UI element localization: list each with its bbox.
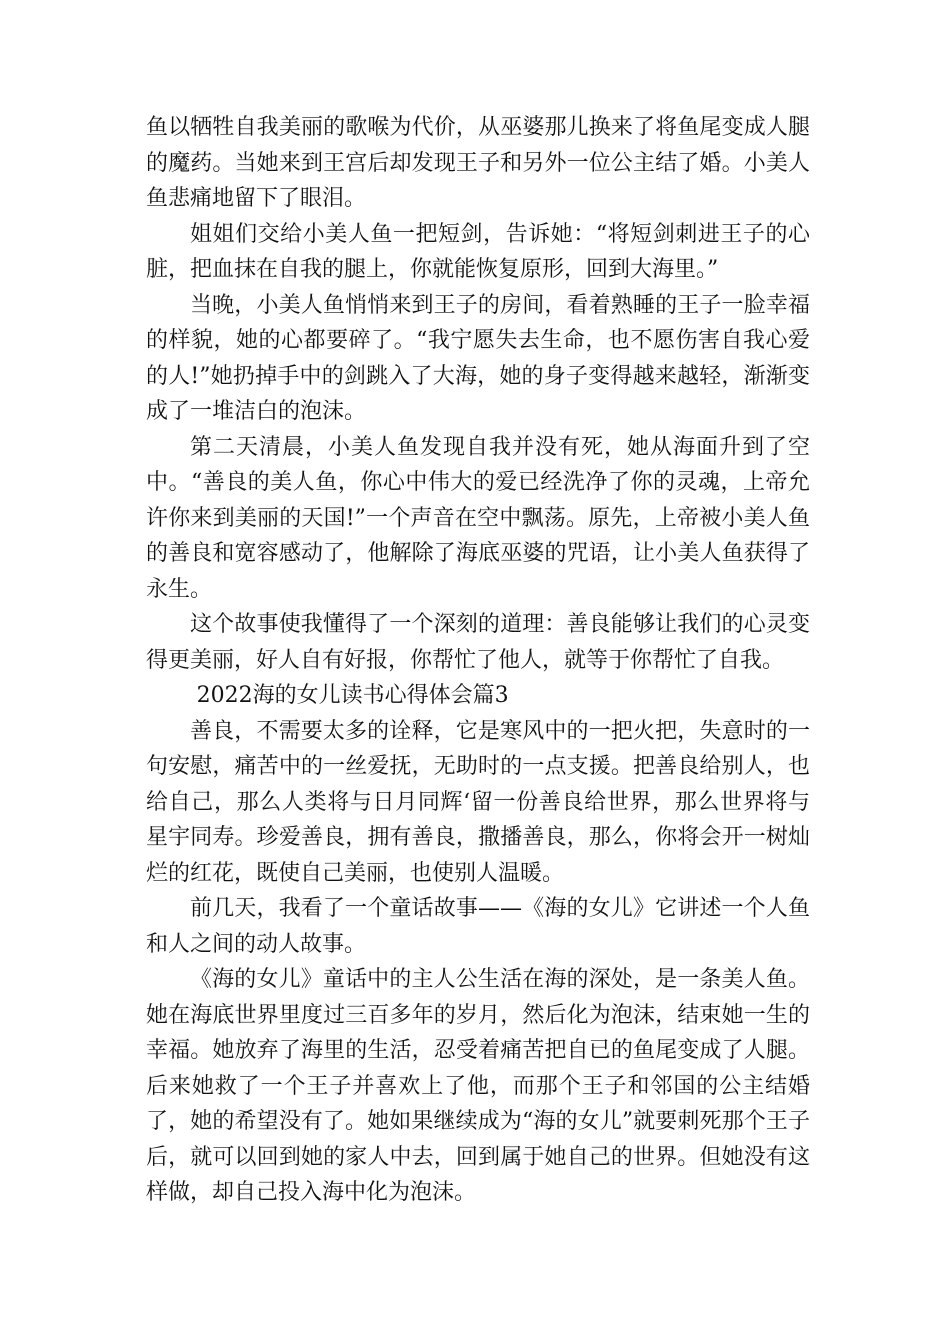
paragraph-1: 鱼以牺牲自我美丽的歌喉为代价，从巫婆那儿换来了将鱼尾变成人腿的魔药。当她来到王宫后却发现王子和另外一位公主结了婚。小美人鱼悲痛地留下了眼泪。 (146, 115, 810, 211)
paragraph-6: 善良，不需要太多的诠释，它是寒风中的一把火把，失意时的一句安慰，痛苦中的一丝爱抚，无助时的一点支援。把善良给别人，也给自己，那么人类将与日月同辉‘留一份善良给世界，那么世界将与星宇同寿。珍爱善良，拥有善良，撒播善良，那么，你将会开一树灿烂的红花，既使自己美丽，也使别人温暖。 (146, 718, 810, 886)
paragraph-3: 当晚，小美人鱼悄悄来到王子的房间，看着熟睡的王子一脸幸福的样貌，她的心都要碎了。“我宁愿失去生命，也不愿伤害自我心爱的人!”她扔掉手中的剑跳入了大海，她的身子变得越来越轻，渐渐变成了一堆洁白的泡沫。 (146, 292, 810, 424)
paragraph-8: 《海的女儿》童话中的主人公生活在海的深处，是一条美人鱼。她在海底世界里度过三百多年的岁月，然后化为泡沫，结束她一生的幸福。她放弃了海里的生活，忍受着痛苦把自已的鱼尾变成了人腿。后来她救了一个王子并喜欢上了他，而那个王子和邻国的公主结婚了，她的希望没有了。她如果继续成为“海的女儿”就要刺死那个王子后，就可以回到她的家人中去，回到属于她自己的世界。但她没有这样做，却自己投入海中化为泡沫。 (146, 967, 810, 1205)
document-body (146, 110, 810, 1211)
paragraph-7: 前几天，我看了一个童话故事——《海的女儿》它讲述一个人鱼和人之间的动人故事。 (146, 896, 810, 957)
section-heading: 2022海的女儿读书心得体会篇3 (196, 683, 509, 708)
paragraph-5: 这个故事使我懂得了一个深刻的道理：善良能够让我们的心灵变得更美丽，好人自有好报，你帮忙了他人，就等于你帮忙了自我。 (146, 612, 810, 673)
paragraph-2: 姐姐们交给小美人鱼一把短剑，告诉她：“将短剑刺进王子的心脏，把血抹在自我的腿上，你就能恢复原形，回到大海里。” (146, 221, 810, 282)
paragraph-4: 第二天清晨，小美人鱼发现自我并没有死，她从海面升到了空中。“善良的美人鱼，你心中伟大的爱已经洗净了你的灵魂，上帝允许你来到美丽的天国!”一个声音在空中飘荡。原先，上帝被小美人鱼的善良和宽容感动了，他解除了海底巫婆的咒语，让小美人鱼获得了永生。 (146, 434, 810, 602)
